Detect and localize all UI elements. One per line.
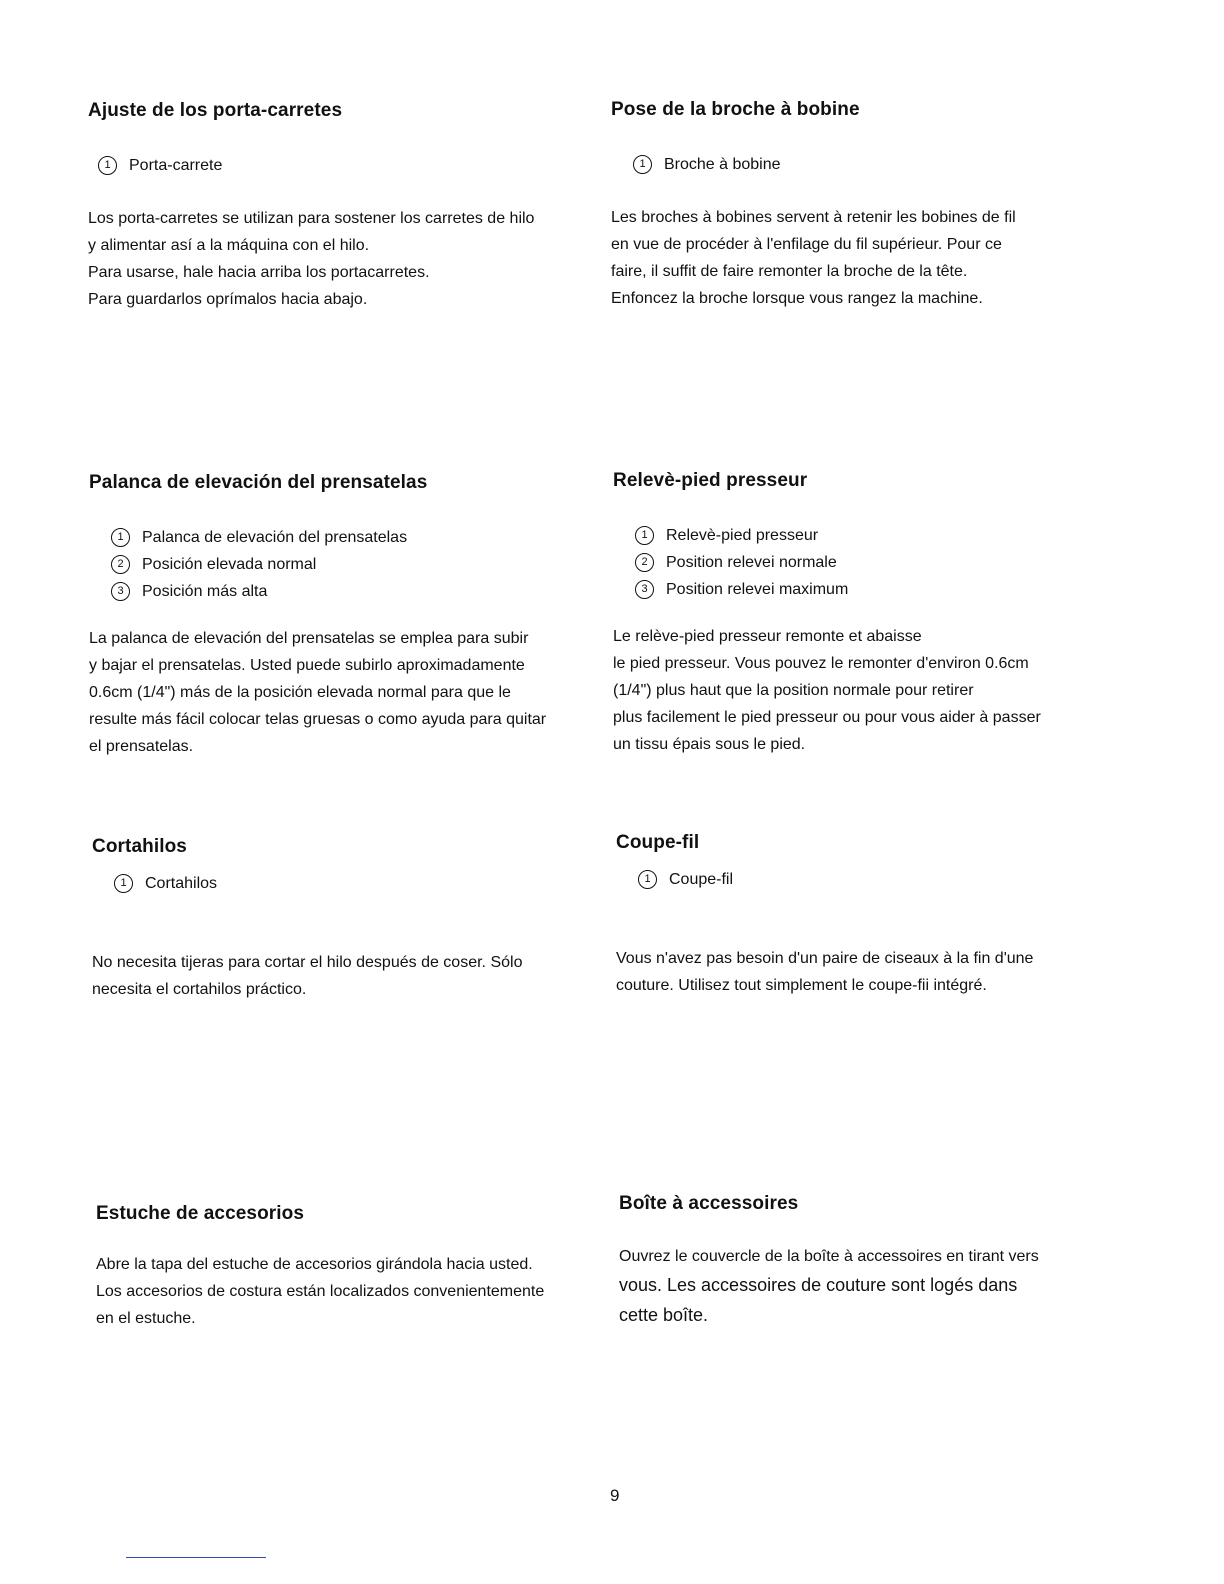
circled-number: 2	[111, 555, 130, 574]
callout-item	[638, 866, 1106, 893]
paragraph	[96, 1251, 596, 1332]
section-title: Cortahilos	[92, 836, 187, 857]
callout-list	[635, 522, 1103, 603]
paragraph-line: Los accesorios de costura están localizados convenientemente	[96, 1283, 545, 1300]
section-title: Boîte à accessoires	[619, 1193, 799, 1214]
paragraph-line: y alimentar así a la máquina con el hilo.	[88, 237, 370, 254]
paragraph-line: couture. Utilisez tout simplement le coupe-fii intégré.	[616, 977, 987, 994]
paragraph-line: cette boîte.	[619, 1305, 709, 1325]
page-number: 9	[610, 1486, 620, 1505]
callout-label: Coupe-fil	[669, 871, 734, 888]
section-title: Ajuste de los porta-carretes	[88, 100, 343, 121]
paragraph-line: Enfoncez la broche lorsque vous rangez la machine.	[611, 290, 983, 307]
paragraph	[616, 945, 1106, 999]
callout-label: Posición más alta	[142, 583, 268, 600]
section-title: Relevè-pied presseur	[613, 470, 808, 491]
section-presser-lifter-es	[89, 472, 589, 760]
paragraph-line: Vous n'avez pas besoin d'un paire de ciseaux à la fin d'une	[616, 950, 1034, 967]
section-thread-cutter-fr	[616, 832, 1106, 999]
callout-item	[633, 151, 1101, 178]
callout-label: Position relevei maximum	[666, 581, 849, 598]
callout-item	[111, 524, 589, 551]
callout-item	[635, 549, 1103, 576]
circled-number: 1	[635, 526, 654, 545]
paragraph	[88, 205, 588, 313]
circled-number: 3	[111, 582, 130, 601]
section-accessory-box-fr	[619, 1193, 1109, 1330]
circled-number: 3	[635, 580, 654, 599]
callout-list	[633, 151, 1101, 178]
circled-number: 1	[638, 870, 657, 889]
callout-list	[638, 866, 1106, 893]
footer-rule	[126, 1557, 266, 1558]
paragraph-line: Los porta-carretes se utilizan para sostener los carretes de hilo	[88, 210, 535, 227]
section-presser-lifter-fr	[613, 470, 1103, 758]
paragraph-line: Ouvrez le couvercle de la boîte à accessoires en tirant vers	[619, 1248, 1039, 1265]
circled-number: 1	[111, 528, 130, 547]
paragraph	[89, 625, 589, 760]
section-thread-cutter-es	[92, 836, 592, 1003]
paragraph-line: el prensatelas.	[89, 738, 194, 755]
section-title: Palanca de elevación del prensatelas	[89, 472, 428, 493]
paragraph	[613, 623, 1103, 758]
paragraph-line: en el estuche.	[96, 1310, 196, 1327]
callout-label: Relevè-pied presseur	[666, 527, 819, 544]
section-title: Coupe-fil	[616, 832, 700, 853]
section-spool-pins-fr	[611, 99, 1101, 312]
callout-item	[114, 870, 592, 897]
paragraph-line: Le relève-pied presseur remonte et abaisse	[613, 628, 922, 645]
circled-number: 1	[114, 874, 133, 893]
paragraph-line: La palanca de elevación del prensatelas se emplea para subir	[89, 630, 529, 647]
circled-number: 1	[633, 155, 652, 174]
paragraph-line: Abre la tapa del estuche de accesorios girándola hacia usted.	[96, 1256, 533, 1273]
callout-label: Palanca de elevación del prensatelas	[142, 529, 408, 546]
callout-item	[635, 522, 1103, 549]
paragraph-line: resulte más fácil colocar telas gruesas o como ayuda para quitar	[89, 711, 547, 728]
callout-item	[98, 152, 588, 179]
section-title: Pose de la broche à bobine	[611, 99, 860, 120]
paragraph-line: Para guardarlos oprímalos hacia abajo.	[88, 291, 368, 308]
section-title: Estuche de accesorios	[96, 1203, 305, 1224]
callout-label: Posición elevada normal	[142, 556, 317, 573]
paragraph-line: vous. Les accessoires de couture sont logés dans	[619, 1275, 1018, 1295]
circled-number: 2	[635, 553, 654, 572]
callout-label: Cortahilos	[145, 875, 218, 892]
paragraph-line: Para usarse, hale hacia arriba los portacarretes.	[88, 264, 430, 281]
callout-list	[98, 152, 588, 179]
callout-list	[114, 870, 592, 897]
callout-list	[111, 524, 589, 605]
callout-item	[111, 551, 589, 578]
callout-label: Porta-carrete	[129, 157, 223, 174]
paragraph	[92, 949, 592, 1003]
paragraph-line: No necesita tijeras para cortar el hilo después de coser. Sólo	[92, 954, 523, 971]
circled-number: 1	[98, 156, 117, 175]
paragraph-line: plus facilement le pied presseur ou pour vous aider à passer	[613, 709, 1041, 726]
paragraph	[611, 204, 1101, 312]
callout-label: Position relevei normale	[666, 554, 837, 571]
callout-item	[635, 576, 1103, 603]
paragraph-line: (1/4") plus haut que la position normale pour retirer	[613, 682, 974, 699]
paragraph-line: y bajar el prensatelas. Usted puede subirlo aproximadamente	[89, 657, 525, 674]
paragraph-line: en vue de procéder à l'enfilage du fil supérieur. Pour ce	[611, 236, 1002, 253]
callout-item	[111, 578, 589, 605]
paragraph-line: necesita el cortahilos práctico.	[92, 981, 307, 998]
paragraph-line: faire, il suffit de faire remonter la broche de la tête.	[611, 263, 968, 280]
section-spool-pins-es	[88, 100, 588, 313]
paragraph-line: un tissu épais sous le pied.	[613, 736, 806, 753]
paragraph-line: le pied presseur. Vous pouvez le remonter d'environ 0.6cm	[613, 655, 1029, 672]
paragraph-line: Les broches à bobines servent à retenir les bobines de fil	[611, 209, 1016, 226]
callout-label: Broche à bobine	[664, 156, 781, 173]
paragraph	[619, 1243, 1109, 1330]
section-accessory-box-es	[96, 1203, 596, 1332]
paragraph-line: 0.6cm (1/4") más de la posición elevada normal para que le	[89, 684, 511, 701]
